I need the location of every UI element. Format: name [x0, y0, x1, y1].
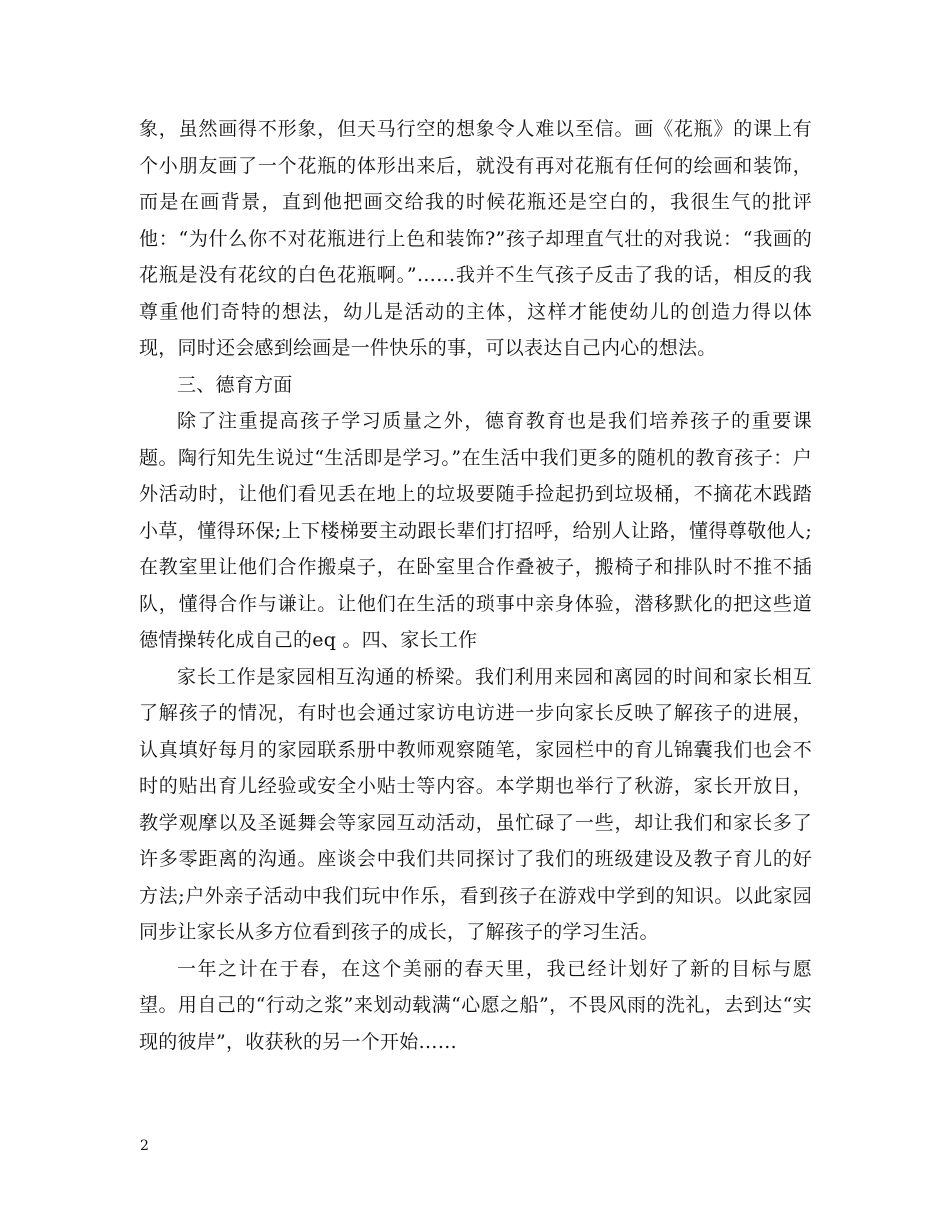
section-heading-moral-education: 三、德育方面 — [177, 373, 293, 396]
document-body — [139, 111, 812, 1060]
paragraph-parent-work: 家长工作是家园相互沟通的桥梁。我们利用来园和离园的时间和家长相互了解孩子的情况，有时也会通过家访电访进一步向家长反映了解孩子的进展，认真填好每月的家园联系册中教师观察随笔，家园栏中的育儿锦囊我们也会不时的贴出育儿经验或安全小贴士等内容。本学期也举行了秋游，家长开放日，教学观摩以及圣诞舞会等家园互动活动，虽忙碌了一些，却让我们和家长多了许多零距离的沟通。座谈会中我们共同探讨了我们的班级建设及教子育儿的好方法;户外亲子活动中我们玩中作乐，看到孩子在游戏中学到的知识。以此家园同步让家长从多方位看到孩子的成长，了解孩子的学习生活。 — [139, 665, 812, 943]
paragraph-moral-education: 除了注重提高孩子学习质量之外，德育教育也是我们培养孩子的重要课题。陶行知先生说过“生活即是学习。”在生活中我们更多的随机的教育孩子：户外活动时，让他们看见丢在地上的垃圾要随手捡起扔到垃圾桶，不摘花木践踏小草，懂得环保;上下楼梯要主动跟长辈们打招呼，给别人让路，懂得尊敬他人;在教室里让他们合作搬桌子，在卧室里合作叠被子，搬椅子和排队时不推不插队，懂得合作与谦让。让他们在生活的琐事中亲身体验，潜移默化的把这些道德情操转化成自己的eq 。四、家长工作 — [139, 410, 812, 651]
page-number: 2 — [140, 1138, 149, 1154]
paragraph-closing: 一年之计在于春，在这个美丽的春天里，我已经计划好了新的目标与愿望。用自己的“行动之浆”来划动载满“心愿之船”，不畏风雨的洗礼，去到达“实现的彼岸”，收获秋的另一个开始…… — [139, 957, 812, 1053]
paragraph-continuation: 象，虽然画得不形象，但天马行空的想象令人难以至信。画《花瓶》的课上有个小朋友画了一个花瓶的体形出来后，就没有再对花瓶有任何的绘画和装饰，而是在画背景，直到他把画交给我的时候花瓶还是空白的，我很生气的批评他：“为什么你不对花瓶进行上色和装饰?”孩子却理直气壮的对我说：“我画的花瓶是没有花纹的白色花瓶啊。”……我并不生气孩子反击了我的话，相反的我尊重他们奇特的想法，幼儿是活动的主体，这样才能使幼儿的创造力得以体现，同时还会感到绘画是一件快乐的事，可以表达自己内心的想法。 — [139, 118, 812, 359]
